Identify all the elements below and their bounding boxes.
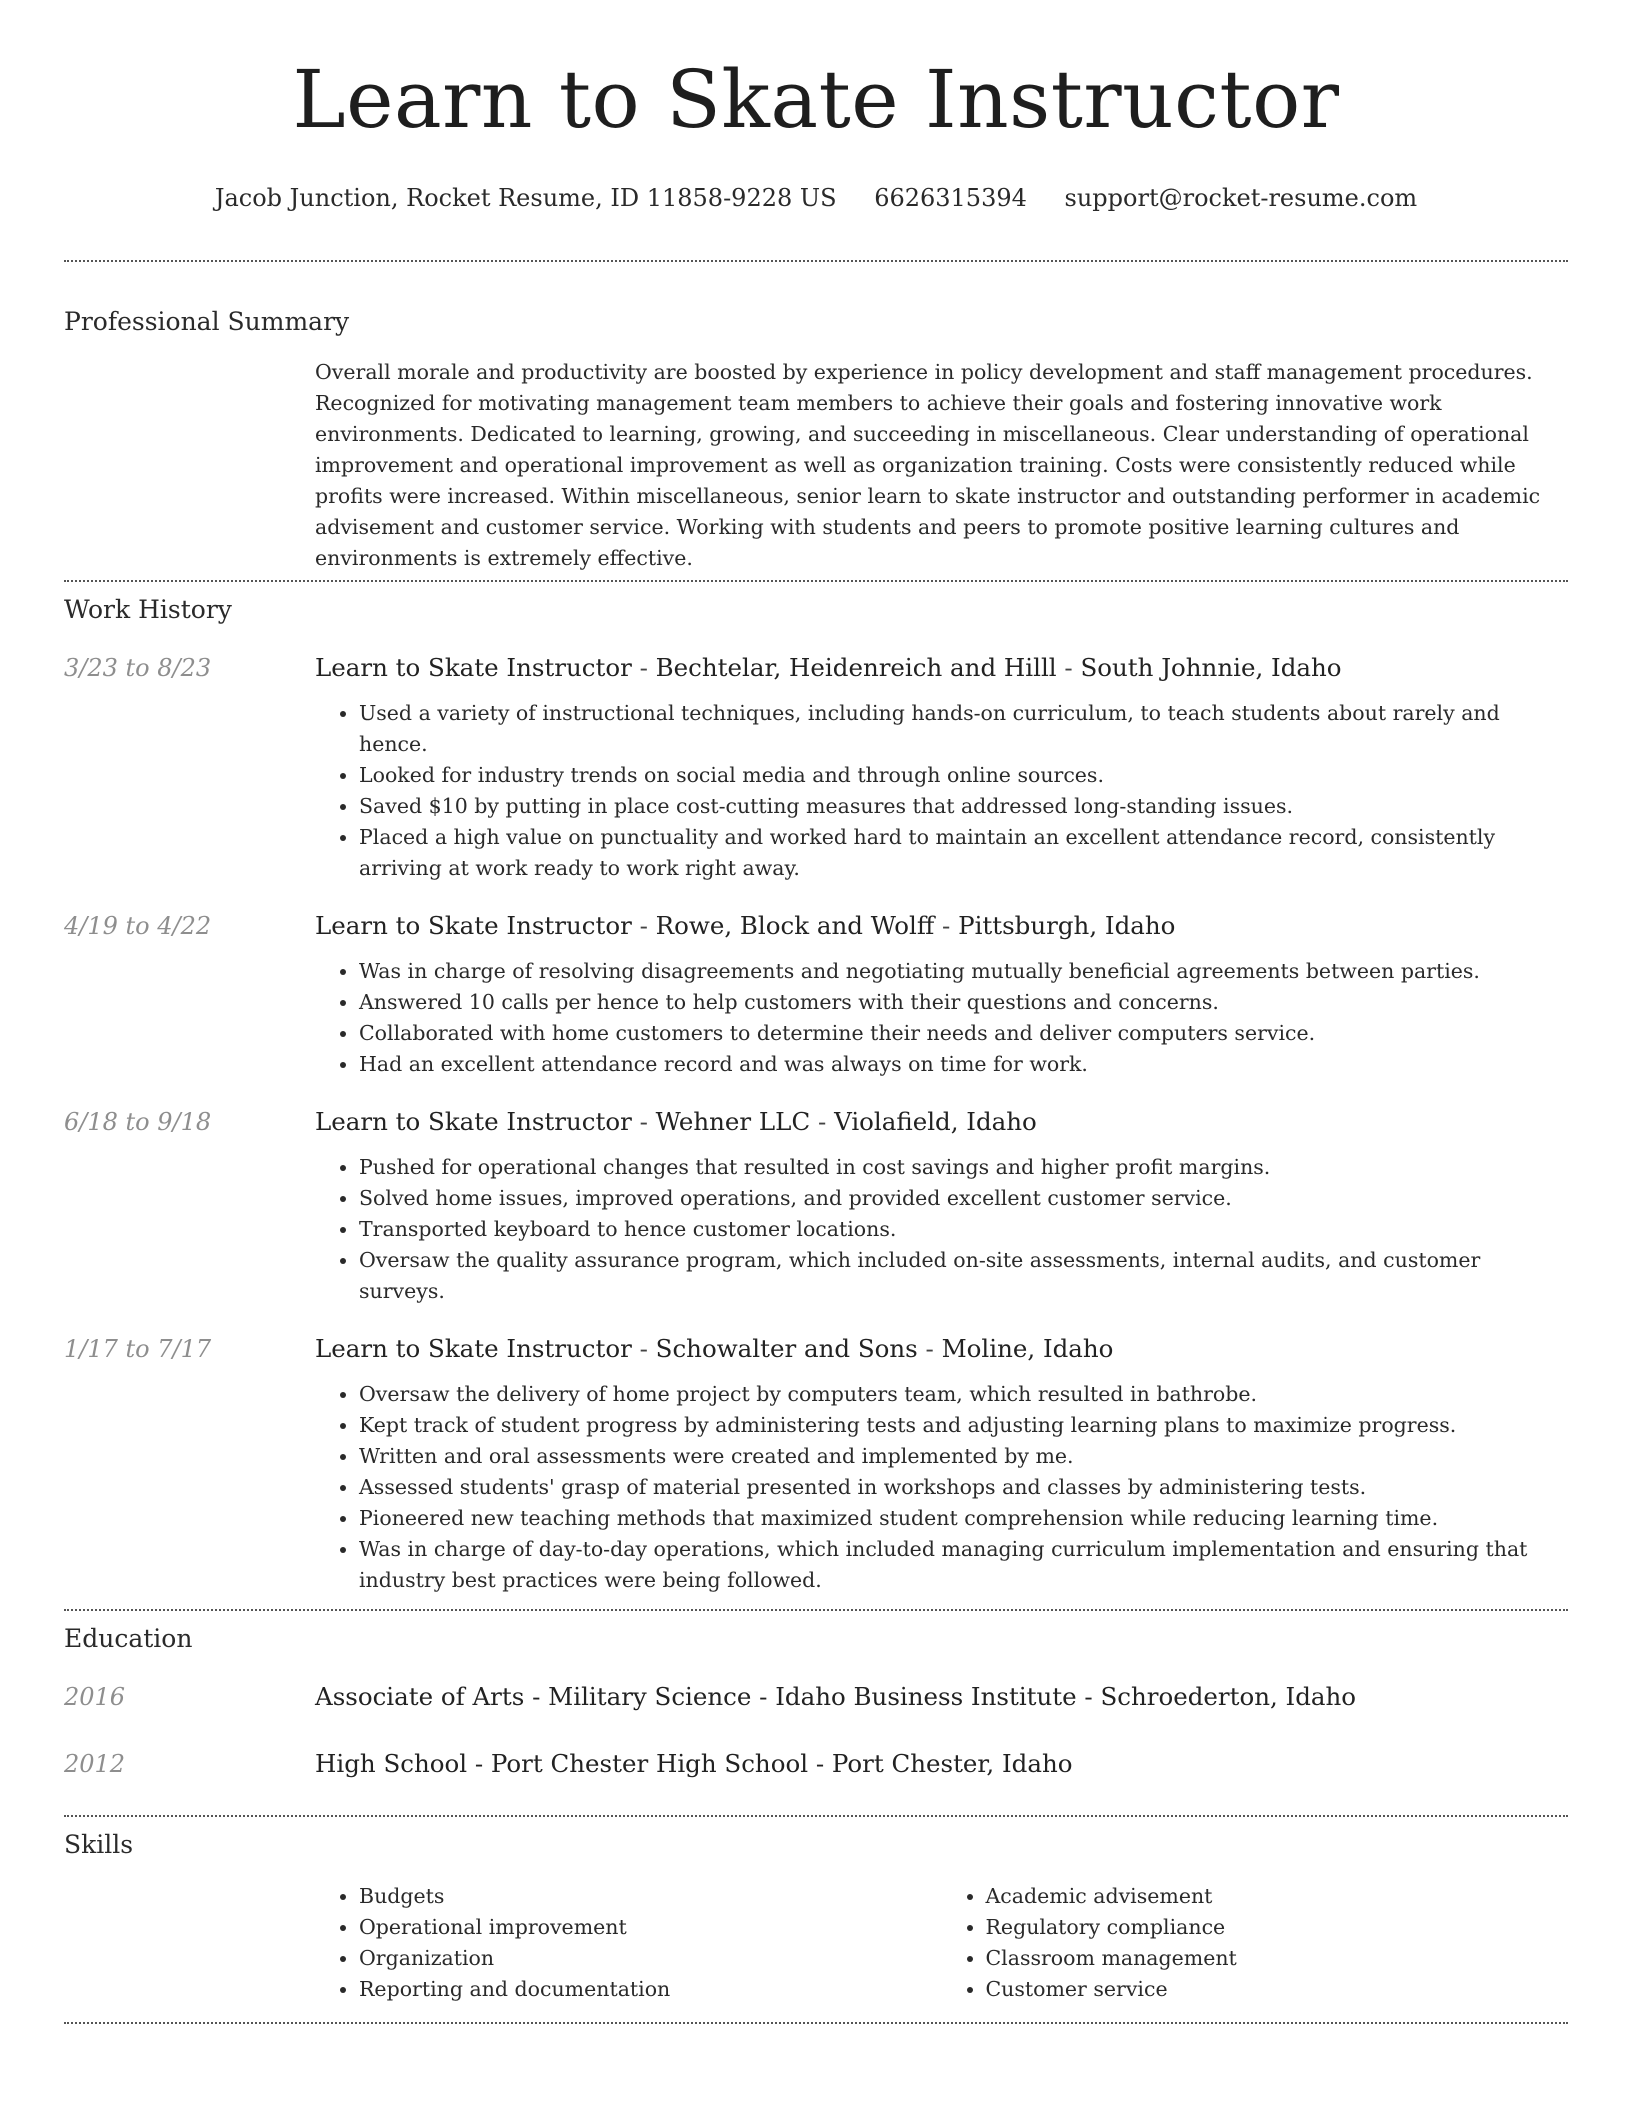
resume-title: Learn to Skate Instructor bbox=[292, 53, 1340, 146]
job-company: Bechtelar, Heidenreich and Hilll bbox=[655, 653, 1057, 682]
job-bullets bbox=[315, 956, 1568, 1080]
work-history-section bbox=[64, 582, 1568, 1596]
job-bullet: • Oversaw the delivery of home project by computers team, which resulted in bathrobe. bbox=[359, 1379, 1568, 1410]
job-bullet: • Pushed for operational changes that resulted in cost savings and higher profit margins. bbox=[359, 1152, 1568, 1183]
skill-item: • Operational improvement bbox=[359, 1912, 942, 1943]
job-bullet: • Assessed students' grasp of material presented in workshops and classes by administering tests. bbox=[359, 1472, 1568, 1503]
job-title: Learn to Skate Instructor bbox=[315, 1334, 632, 1363]
job-entry bbox=[64, 910, 1568, 1080]
work-history-heading: Work History bbox=[64, 595, 232, 624]
job-bullet: • Transported keyboard to hence customer locations. bbox=[359, 1214, 1568, 1245]
job-company: Rowe, Block and Wolff bbox=[655, 911, 935, 940]
education-year: 2016 bbox=[64, 1683, 126, 1711]
skills-section bbox=[64, 1817, 1568, 2005]
job-location: Violafield, Idaho bbox=[834, 1107, 1037, 1136]
job-header-row bbox=[64, 1106, 1568, 1138]
job-bullet: • Collaborated with home customers to determine their needs and deliver computers service. bbox=[359, 1018, 1568, 1049]
job-entry bbox=[64, 1333, 1568, 1596]
education-entry bbox=[64, 1748, 1568, 1780]
job-dates: 6/18 to 9/18 bbox=[64, 1108, 212, 1136]
contact-line bbox=[64, 182, 1568, 214]
job-title: Learn to Skate Instructor bbox=[315, 653, 632, 682]
contact-address: Jacob Junction, Rocket Resume, ID 11858-9228 US bbox=[214, 184, 837, 212]
job-location: South Johnnie, Idaho bbox=[1080, 653, 1342, 682]
job-bullet: • Answered 10 calls per hence to help customers with their questions and concerns. bbox=[359, 987, 1568, 1018]
job-bullet: • Kept track of student progress by administering tests and adjusting learning plans to maximize progress. bbox=[359, 1410, 1568, 1441]
skills-heading: Skills bbox=[64, 1830, 134, 1859]
job-heading bbox=[315, 652, 1568, 684]
job-company: Wehner LLC bbox=[655, 1107, 811, 1136]
job-heading bbox=[315, 1106, 1568, 1138]
contact-email: support@rocket-resume.com bbox=[1064, 184, 1418, 212]
spacer bbox=[64, 942, 315, 1080]
job-bullet: • Had an excellent attendance record and was always on time for work. bbox=[359, 1049, 1568, 1080]
separator: - bbox=[934, 911, 959, 940]
job-body-row bbox=[64, 1138, 1568, 1307]
job-company: Schowalter and Sons bbox=[655, 1334, 918, 1363]
job-bullet: • Saved $10 by putting in place cost-cutting measures that addressed long-standing issues. bbox=[359, 791, 1568, 822]
job-bullets bbox=[315, 1379, 1568, 1596]
skills-list-left bbox=[315, 1881, 942, 2005]
section-divider bbox=[64, 2022, 1568, 2024]
skill-item: • Organization bbox=[359, 1943, 942, 1974]
education-entry bbox=[64, 1681, 1568, 1713]
job-body bbox=[315, 1365, 1568, 1596]
job-bullet: • Placed a high value on punctuality and worked hard to maintain an excellent attendance record, consistently arriving at work ready to work right away. bbox=[359, 822, 1568, 884]
skills-list-right bbox=[942, 1881, 1569, 2005]
job-header-row bbox=[64, 910, 1568, 942]
job-bullet: • Written and oral assessments were created and implemented by me. bbox=[359, 1441, 1568, 1472]
separator: - bbox=[631, 911, 656, 940]
job-dates: 4/19 to 4/22 bbox=[64, 912, 212, 940]
skill-item: • Regulatory compliance bbox=[986, 1912, 1569, 1943]
job-entry bbox=[64, 1106, 1568, 1307]
separator: - bbox=[917, 1334, 942, 1363]
job-bullet: • Solved home issues, improved operations, and provided excellent customer service. bbox=[359, 1183, 1568, 1214]
job-entry bbox=[64, 652, 1568, 884]
separator: - bbox=[631, 653, 656, 682]
education-year: 2012 bbox=[64, 1750, 126, 1778]
spacer bbox=[64, 684, 315, 884]
job-bullet: • Was in charge of day-to-day operations, which included managing curriculum implementation and ensuring that industry best practices were being followed. bbox=[359, 1534, 1568, 1596]
job-header-row bbox=[64, 1333, 1568, 1365]
spacer bbox=[64, 1365, 315, 1596]
job-dates: 1/17 to 7/17 bbox=[64, 1335, 212, 1363]
skill-item: • Customer service bbox=[986, 1974, 1569, 2005]
summary-section bbox=[64, 262, 1568, 574]
job-bullet: • Used a variety of instructional techniques, including hands-on curriculum, to teach students about rarely and hence. bbox=[359, 698, 1568, 760]
job-title: Learn to Skate Instructor bbox=[315, 1107, 632, 1136]
spacer bbox=[64, 1138, 315, 1307]
job-body-row bbox=[64, 684, 1568, 884]
job-location: Pittsburgh, Idaho bbox=[958, 911, 1176, 940]
job-bullet: • Was in charge of resolving disagreements and negotiating mutually beneficial agreements between parties. bbox=[359, 956, 1568, 987]
summary-text: Overall morale and productivity are boosted by experience in policy development and staff management procedures. Recognized for motivating management team members to achieve their goals and fostering innovative work environments. Dedicated to learning, growing, and succeeding in miscellaneous. Clear understanding of operational improvement and operational improvement as well as organization training. Costs were consistently reduced while profits were increased. Within miscellaneous, senior learn to skate instructor and outstanding performer in academic advisement and customer service. Working with students and peers to promote positive learning cultures and environments is extremely effective. bbox=[315, 360, 1541, 570]
job-location: Moline, Idaho bbox=[941, 1334, 1114, 1363]
job-body-row bbox=[64, 1365, 1568, 1596]
skill-item: • Academic advisement bbox=[986, 1881, 1569, 1912]
education-heading: Education bbox=[64, 1624, 193, 1653]
education-text: High School - Port Chester High School - Port Chester, Idaho bbox=[315, 1749, 1073, 1778]
summary-heading: Professional Summary bbox=[64, 307, 350, 336]
contact-phone: 6626315394 bbox=[874, 184, 1027, 212]
job-body bbox=[315, 1138, 1568, 1307]
job-body bbox=[315, 684, 1568, 884]
job-body-row bbox=[64, 942, 1568, 1080]
separator: - bbox=[810, 1107, 835, 1136]
education-section bbox=[64, 1611, 1568, 1780]
separator: - bbox=[631, 1107, 656, 1136]
skill-item: • Budgets bbox=[359, 1881, 942, 1912]
separator: - bbox=[631, 1334, 656, 1363]
skill-item: • Reporting and documentation bbox=[359, 1974, 942, 2005]
job-body bbox=[315, 942, 1568, 1080]
separator: - bbox=[1056, 653, 1081, 682]
job-dates: 3/23 to 8/23 bbox=[64, 654, 212, 682]
job-heading bbox=[315, 910, 1568, 942]
job-bullet: • Looked for industry trends on social media and through online sources. bbox=[359, 760, 1568, 791]
job-bullet: • Pioneered new teaching methods that maximized student comprehension while reducing learning time. bbox=[359, 1503, 1568, 1534]
skill-item: • Classroom management bbox=[986, 1943, 1569, 1974]
job-bullets bbox=[315, 698, 1568, 884]
job-title: Learn to Skate Instructor bbox=[315, 911, 632, 940]
job-header-row bbox=[64, 652, 1568, 684]
job-bullets bbox=[315, 1152, 1568, 1307]
job-bullet: • Oversaw the quality assurance program, which included on-site assessments, internal audits, and customer surveys. bbox=[359, 1245, 1568, 1307]
job-heading bbox=[315, 1333, 1568, 1365]
education-text: Associate of Arts - Military Science - Idaho Business Institute - Schroederton, Idaho bbox=[315, 1682, 1357, 1711]
